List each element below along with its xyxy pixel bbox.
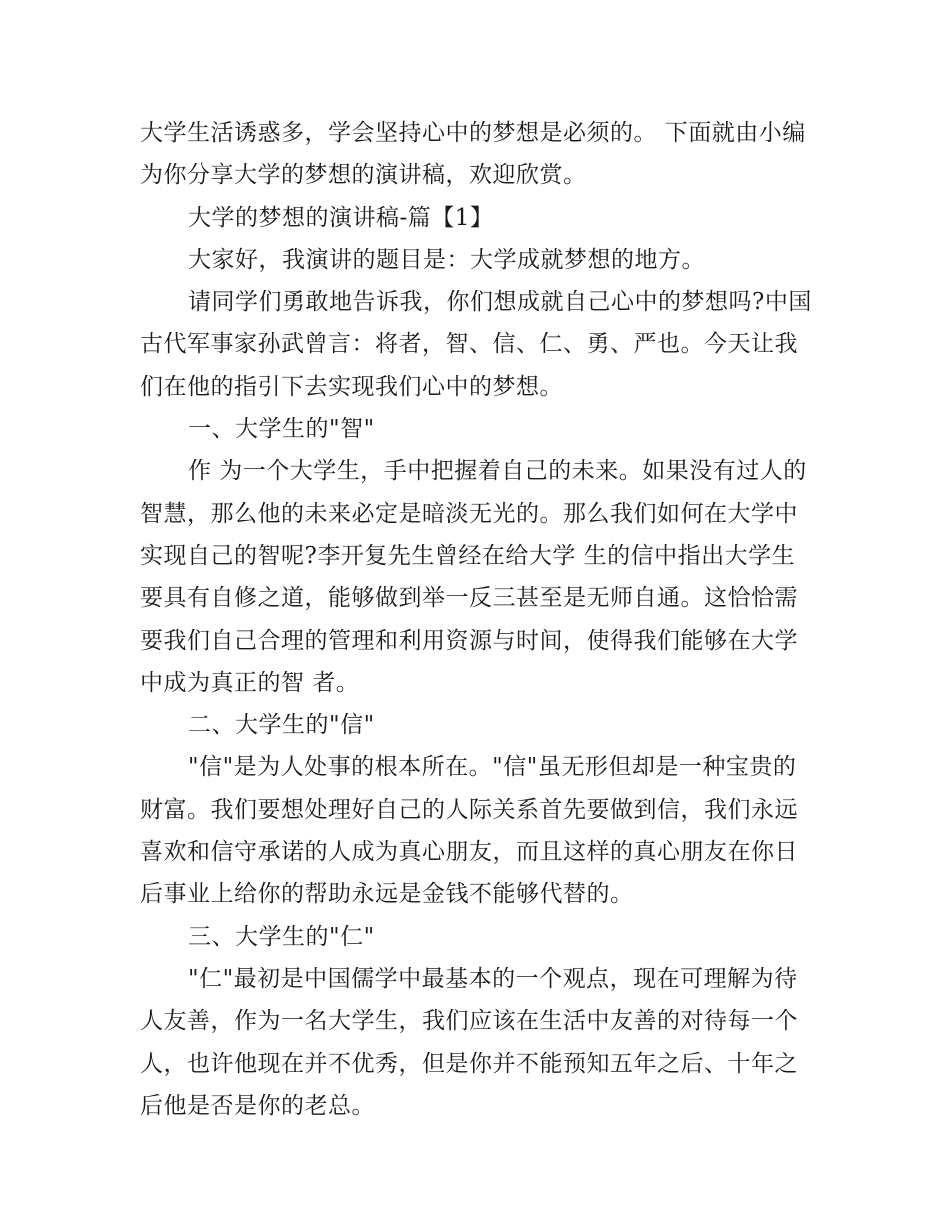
section-body-trust: "信"是为人处事的根本所在。"信"虽无形但却是一种宝贵的财富。我们要想处理好自己的人际关系首先要做到信，我们永远喜欢和信守承诺的人成为真心朋友，而且这样的真心朋友在你日后事业上给你的帮助永远是金钱不能够代替的。 [140,754,798,908]
speech-title: 大学的梦想的演讲稿-篇【1】 [188,204,494,231]
section-body-wisdom: 作 为一个大学生，手中把握着自己的未来。如果没有过人的智慧，那么他的未来必定是暗淡无光的。那么我们如何在大学中实现自己的智呢?李开复先生曾经在给大学 生的信中指出大学生要具有自修之道，能够做到举一反三甚至是无师自通。这恰恰需要我们自己合理的管理和利用资源与时间，使得我们能够在大学中成为真正的智 者。 [140,458,807,696]
greeting-paragraph: 大家好，我演讲的题目是：大学成就梦想的地方。 [188,246,705,273]
opening-paragraph: 请同学们勇敢地告诉我，你们想成就自己心中的梦想吗?中国古代军事家孙武曾言：将者，智、信、仁、勇、严也。今天让我们在他的指引下去实现我们心中的梦想。 [140,289,812,400]
section-heading-benevolence: 三、大学生的"仁" [188,923,375,950]
section-heading-trust: 二、大学生的"信" [188,712,375,739]
section-heading-wisdom: 一、大学生的"智" [188,416,375,443]
intro-paragraph: 大学生活诱惑多，学会坚持心中的梦想是必须的。 下面就由小编为你分享大学的梦想的演讲稿，欢迎欣赏。 [140,120,806,189]
section-body-benevolence: "仁"最初是中国儒学中最基本的一个观点，现在可理解为待人友善，作为一名大学生，我们应该在生活中友善的对待每一个人，也许他现在并不优秀，但是你并不能预知五年之后、十年之后他是否是你的老总。 [140,965,798,1119]
document-page [140,112,812,1127]
